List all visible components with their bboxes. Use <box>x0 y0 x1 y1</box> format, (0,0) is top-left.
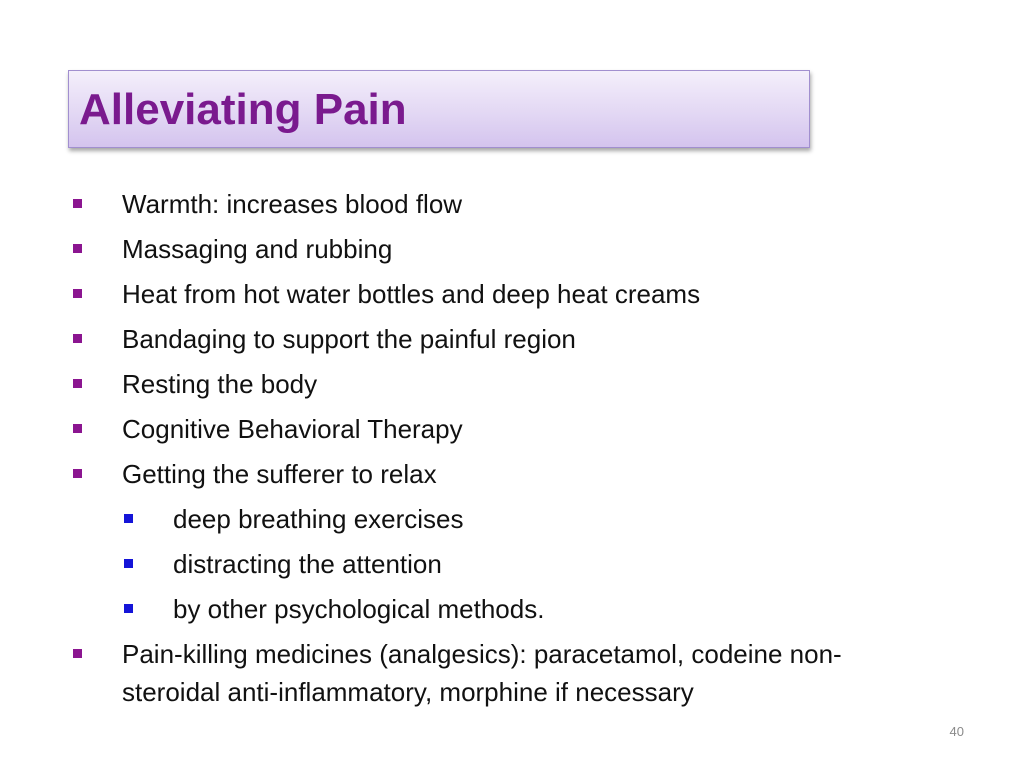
bullet-item: Resting the body <box>122 369 318 399</box>
bullet-marker <box>73 379 82 388</box>
slide-title: Alleviating Pain <box>79 85 407 134</box>
bullet-marker <box>73 244 82 253</box>
sub-bullet-item: distracting the attention <box>173 549 442 579</box>
bullet-item: Massaging and rubbing <box>122 234 393 264</box>
bullet-marker <box>73 649 82 658</box>
bullet-item: Heat from hot water bottles and deep heat creams <box>122 279 701 309</box>
bullet-marker <box>73 469 82 478</box>
bullet-marker <box>73 199 82 208</box>
bullet-item: Pain-killing medicines (analgesics): paracetamol, codeine non- <box>122 639 842 669</box>
sub-bullet-item: deep breathing exercises <box>173 504 464 534</box>
bullet-item: Cognitive Behavioral Therapy <box>122 414 463 444</box>
sub-bullet-marker <box>124 559 133 568</box>
bullet-item: Getting the sufferer to relax <box>122 459 437 489</box>
bullet-item-continuation: steroidal anti-inflammatory, morphine if necessary <box>122 677 694 707</box>
bullet-item: Bandaging to support the painful region <box>122 324 576 354</box>
bullet-marker <box>73 424 82 433</box>
bullet-item: Warmth: increases blood flow <box>122 189 463 219</box>
sub-bullet-marker <box>124 604 133 613</box>
sub-bullet-marker <box>124 514 133 523</box>
bullet-marker <box>73 289 82 298</box>
page-number: 40 <box>949 724 964 739</box>
title-banner <box>68 70 810 148</box>
sub-bullet-item: by other psychological methods. <box>173 594 545 624</box>
bullet-marker <box>73 334 82 343</box>
